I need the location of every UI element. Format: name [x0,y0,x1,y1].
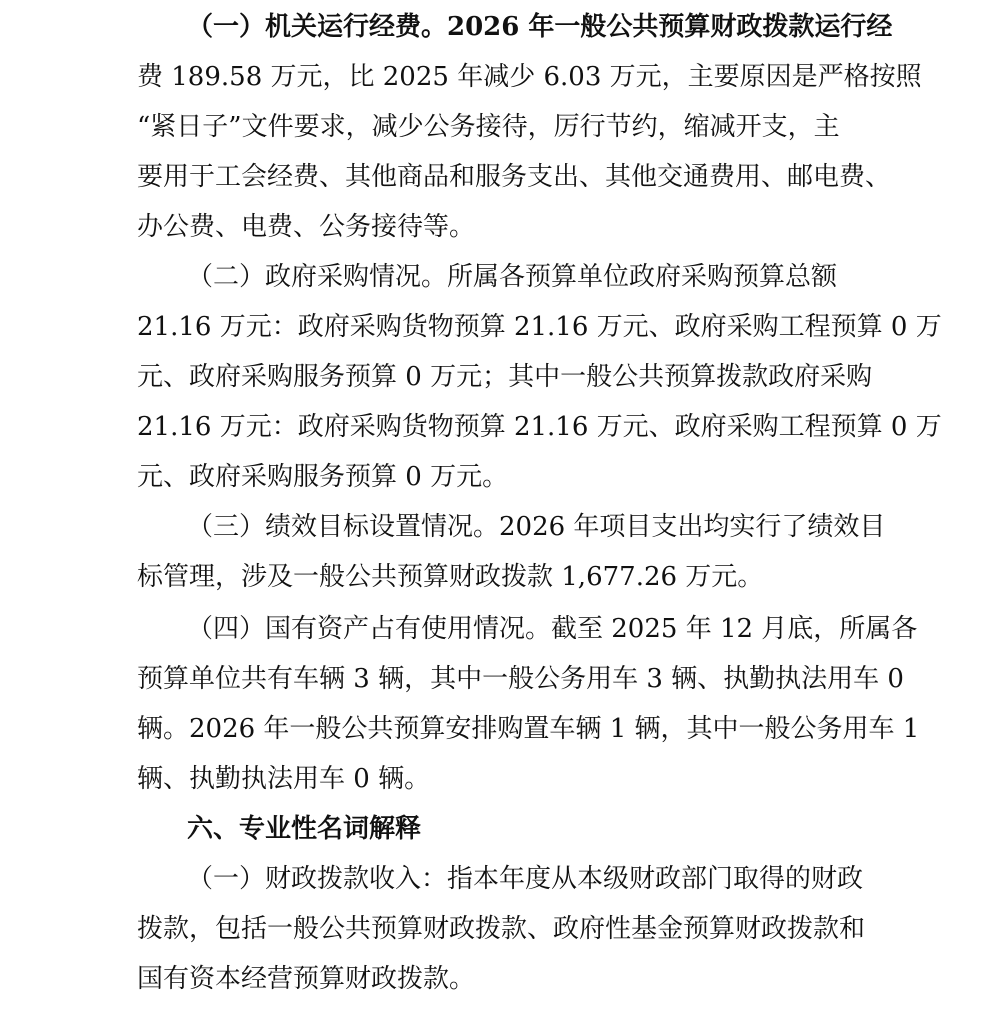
paragraph-3-line-1: （三）绩效目标设置情况。2026 年项目支出均实行了绩效目 [187,512,886,542]
paragraph-2-line-4: 21.16 万元：政府采购货物预算 21.16 万元、政府采购工程预算 0 万 [137,412,942,442]
paragraph-4-line-4: 辆、执勤执法用车 0 辆。 [137,764,431,794]
paragraph-3-line-2: 标管理，涉及一般公共预算财政拨款 1,677.26 万元。 [137,562,764,592]
paragraph-4-line-1: （四）国有资产占有使用情况。截至 2025 年 12 月底，所属各 [187,614,918,644]
definition-1-line-3: 国有资本经营预算财政拨款。 [137,964,476,994]
paragraph-1-heading: （一）机关运行经费。2026 年一般公共预算财政拨款运行经 [187,12,893,42]
paragraph-1-line-1 [187,4,893,50]
paragraph-4-line-3: 辆。2026 年一般公共预算安排购置车辆 1 辆，其中一般公务用车 1 [137,714,920,744]
section-heading: 六、专业性名词解释 [187,814,422,844]
paragraph-2-line-3: 元、政府采购服务预算 0 万元；其中一般公共预算拨款政府采购 [137,362,873,392]
paragraph-4-line-2: 预算单位共有车辆 3 辆，其中一般公务用车 3 辆、执勤执法用车 0 [137,664,904,694]
definition-1-line-1: （一）财政拨款收入：指本年度从本级财政部门取得的财政 [187,864,864,894]
paragraph-1-line-3: “紧日子”文件要求，减少公务接待，厉行节约，缩减开支，主 [137,112,840,142]
paragraph-1-line-4: 要用于工会经费、其他商品和服务支出、其他交通费用、邮电费、 [137,162,892,192]
paragraph-2-line-1: （二）政府采购情况。所属各预算单位政府采购预算总额 [187,262,838,292]
paragraph-2-line-2: 21.16 万元：政府采购货物预算 21.16 万元、政府采购工程预算 0 万 [137,312,942,342]
paragraph-2-line-5: 元、政府采购服务预算 0 万元。 [137,462,509,492]
paragraph-1-line-2: 费 189.58 万元，比 2025 年减少 6.03 万元，主要原因是严格按照 [137,62,922,92]
definition-1-line-2: 拨款，包括一般公共预算财政拨款、政府性基金预算财政拨款和 [137,914,866,944]
paragraph-1-line-5: 办公费、电费、公务接待等。 [137,212,476,242]
